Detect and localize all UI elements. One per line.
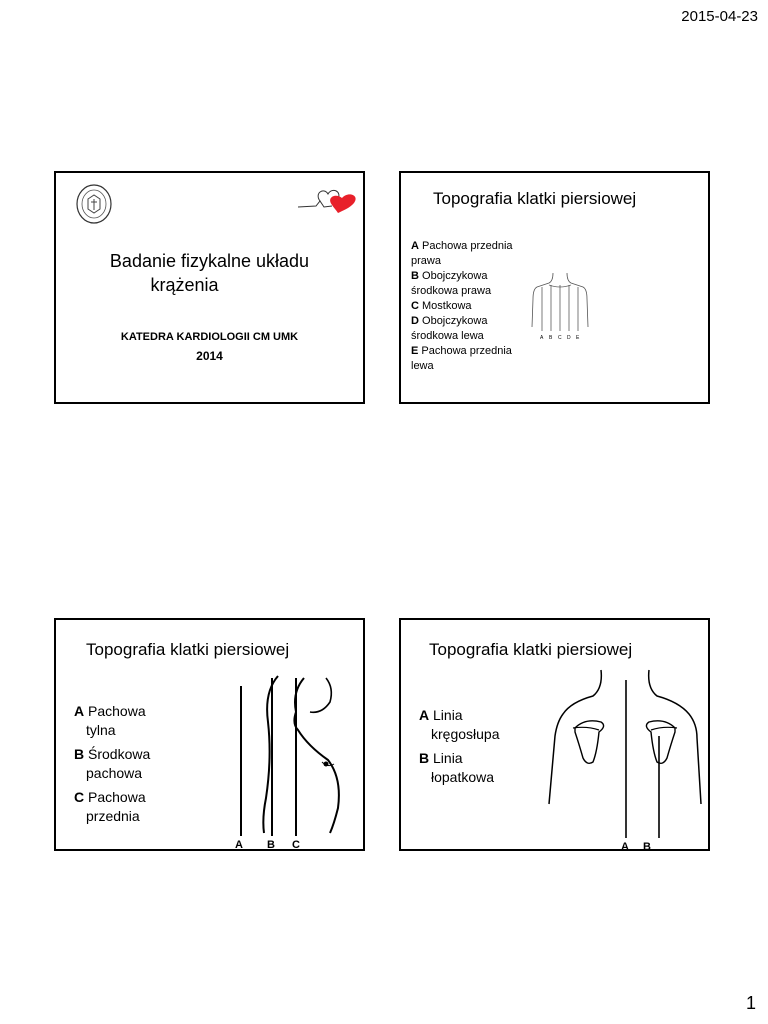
line-list [411,239,531,374]
slide-back-lines [399,618,710,851]
line-list [419,706,500,792]
list-item: D Obojczykowa środkowa lewa [411,315,488,342]
line-list [74,702,150,831]
department-name: KATEDRA KARDIOLOGII CM UMK [120,331,299,343]
figure-label: D [567,335,571,341]
list-item: C Pachowa przednia [74,789,146,824]
slide-chest-lines-front [399,171,710,404]
slide-heading: Topografia klatki piersiowej [86,640,290,659]
page-number: 1 [745,993,756,1013]
figure-label: B [643,841,651,850]
figure-label: B [549,335,553,341]
university-seal-logo [74,183,114,225]
list-item: A Pachowa tylna [74,703,146,738]
title-line-2: krążenia [150,275,219,295]
figure-label: C [558,335,562,341]
torso-side-figure [226,668,346,850]
list-item: B Linia łopatkowa [419,750,495,785]
figure-label: C [292,839,300,850]
document-date: 2015-04-23 [681,8,758,25]
list-item: B Środkowa pachowa [74,746,151,781]
list-item: A Pachowa przednia prawa [411,240,513,267]
figure-label: B [267,839,275,850]
torso-front-figure [529,269,591,341]
figure-label: A [540,335,544,341]
presentation-title [56,249,363,297]
back-figure [541,666,709,850]
list-item: B Obojczykowa środkowa prawa [411,270,492,297]
slide-chest-lines-side [54,618,365,851]
figure-label: A [621,841,629,850]
title-line-1: Badanie fizykalne układu [109,251,310,271]
list-item: A Linia kręgosłupa [419,707,500,742]
slide-title [54,171,365,404]
heart-logo [296,185,360,215]
red-heart-shape [330,194,355,213]
list-item: E Pachowa przednia lewa [411,345,512,372]
list-item: C Mostkowa [411,300,472,312]
slide-heading: Topografia klatki piersiowej [433,189,637,208]
slide-heading: Topografia klatki piersiowej [429,640,633,659]
figure-label: A [235,839,243,850]
presentation-year: 2014 [196,349,223,363]
figure-label: E [576,335,580,341]
